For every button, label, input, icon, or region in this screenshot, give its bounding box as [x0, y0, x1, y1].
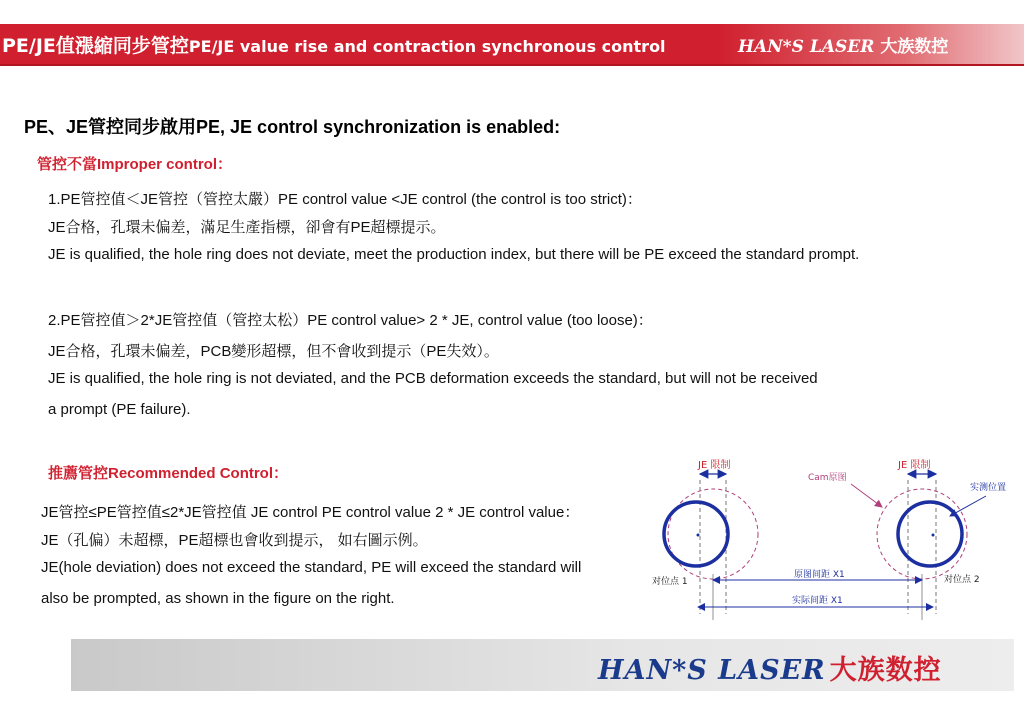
- improper-item2-line4: a prompt (PE failure).: [48, 401, 191, 418]
- point2-label: 对位点 2: [944, 575, 980, 585]
- center-point-right: [932, 534, 935, 537]
- page-title-zh: PE/JE值漲縮同步管控: [2, 35, 189, 57]
- measured-circle-right: [898, 502, 962, 566]
- cam-circle-left: [668, 489, 758, 579]
- improper-item1-line2: JE合格，孔環未偏差，滿足生產指標，卻會有PE超標提示。: [48, 219, 446, 236]
- page-title-en: PE/JE value rise and contraction synchronous control: [188, 37, 666, 56]
- footer-logo: [598, 648, 942, 687]
- improper-item2-line3: JE is qualified, the hole ring is not deviated, and the PCB deformation exceeds the standard, but will not be received: [48, 370, 818, 387]
- recommended-control-label: 推薦管控Recommended Control：: [48, 465, 289, 482]
- recommended-line4: also be prompted, as shown in the figure on the right.: [41, 590, 395, 607]
- improper-item2-line2: JE合格，孔環未偏差，PCB變形超標，但不會收到提示（PE失效）。: [48, 343, 499, 360]
- center-point-left: [697, 534, 700, 537]
- alignment-diagram: [646, 452, 1022, 624]
- improper-item1-line3: JE is qualified, the hole ring does not deviate, meet the production index, but there will be PE exceed the standard prompt.: [48, 246, 860, 263]
- cam-pointer-arrow: [851, 484, 882, 507]
- recommended-line1: JE管控≤PE管控值≤2*JE管控值 JE control PE control value 2 * JE control value：: [41, 504, 580, 521]
- section-title: PE、JE管控同步啟用PE, JE control synchronization is enabled:: [24, 117, 561, 137]
- top-strip: [0, 0, 1024, 22]
- header-logo-zh: 大族数控: [880, 37, 949, 57]
- measured-circle-left: [664, 502, 728, 566]
- je-limit-right-text: JE 限制: [898, 460, 931, 471]
- actual-position-label: 实测位置: [970, 483, 1007, 493]
- header-logo-en: HAN*S LASER: [738, 37, 875, 57]
- improper-item2-line1: 2.PE管控值＞2*JE管控值（管控太松）PE control value> 2 * JE, control value (too loose)：: [48, 312, 653, 329]
- cam-label: Cam原图: [808, 473, 847, 483]
- header-logo: [738, 32, 948, 57]
- point1-label: 对位点 1: [652, 577, 688, 587]
- orig-spacing-label: 原图间距 X1: [794, 570, 845, 580]
- je-limit-left-text: JE 限制: [698, 460, 731, 471]
- page-title: [2, 31, 666, 61]
- recommended-line3: JE(hole deviation) does not exceed the standard, PE will exceed the standard will: [41, 559, 582, 576]
- improper-control-label: 管控不當Improper control：: [37, 156, 233, 173]
- actual-spacing-label: 实际间距 X1: [792, 596, 843, 606]
- recommended-line2: JE（孔偏）未超標，PE超標也會收到提示， 如右圖示例。: [41, 532, 428, 549]
- footer-logo-en: HAN*S LASER: [598, 655, 826, 686]
- footer-logo-zh: 大族数控: [829, 655, 942, 686]
- improper-item1-line1: 1.PE管控值＜JE管控（管控太嚴）PE control value <JE control (the control is too strict)：: [48, 191, 642, 208]
